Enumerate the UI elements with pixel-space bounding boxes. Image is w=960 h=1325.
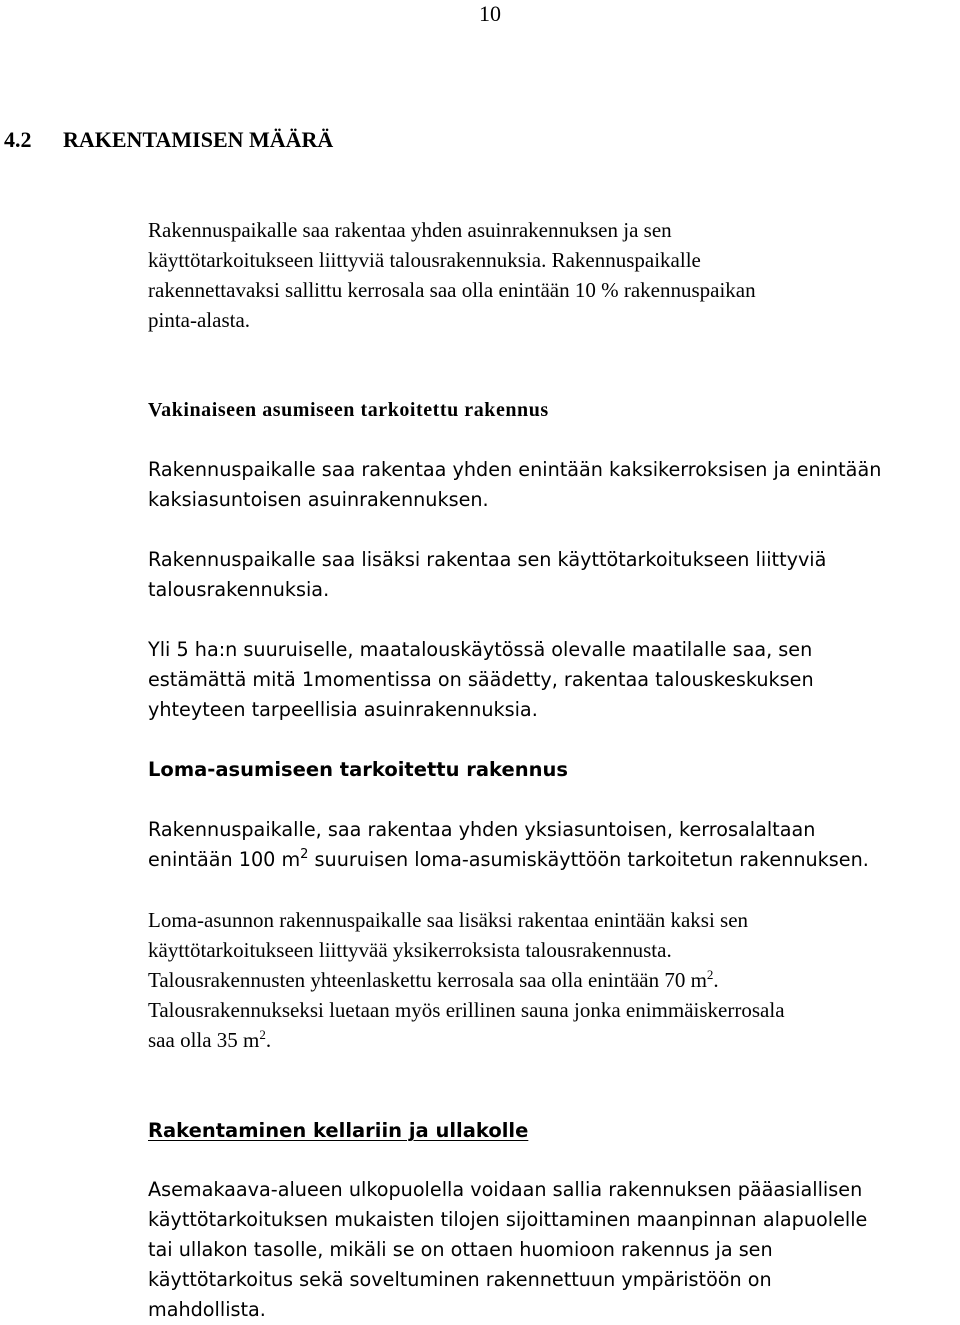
paragraph-line: käyttötarkoitukseen liittyvää yksikerroksista talousrakennusta. xyxy=(148,938,672,962)
superscript: 2 xyxy=(300,847,309,862)
text-fragment: enintään 100 m xyxy=(148,848,301,871)
paragraph-line: yhteyteen tarpeellisia asuinrakennuksia. xyxy=(148,698,538,721)
superscript: 2 xyxy=(706,967,714,982)
paragraph-line: kaksiasuntoisen asuinrakennuksen. xyxy=(148,488,489,511)
cellar-heading: Rakentaminen kellariin ja ullakolle xyxy=(148,1119,529,1142)
section-title: RAKENTAMISEN MÄÄRÄ xyxy=(63,127,334,152)
paragraph-line: Rakennuspaikalle saa lisäksi rakentaa sen käyttötarkoitukseen liittyviä xyxy=(148,548,827,571)
paragraph-line: tai ullakon tasolle, mikäli se on ottaen huomioon rakennus ja sen xyxy=(148,1238,773,1261)
paragraph-line: käyttötarkoituksen mukaisten tilojen sijoittaminen maanpinnan alapuolelle xyxy=(148,1208,868,1231)
intro-line: rakennettavaksi sallittu kerrosala saa olla enintään 10 % rakennuspaikan xyxy=(148,278,756,302)
text-fragment: . xyxy=(713,968,719,992)
paragraph-line: estämättä mitä 1momentissa on säädetty, rakentaa talouskeskuksen xyxy=(148,668,814,691)
paragraph-line: Rakennuspaikalle saa rakentaa yhden enintään kaksikerroksisen ja enintään xyxy=(148,458,882,481)
text-fragment: . xyxy=(265,1028,272,1052)
intro-line: pinta-alasta. xyxy=(148,308,251,332)
superscript: 2 xyxy=(259,1027,266,1042)
permanent-heading: Vakinaiseen asumiseen tarkoitettu rakennus xyxy=(148,399,549,421)
text-fragment: suuruisen loma-asumiskäyttöön tarkoitetun rakennuksen. xyxy=(308,848,869,871)
text-fragment: Talousrakennusten yhteenlaskettu kerrosala saa olla enintään 70 m xyxy=(148,968,707,992)
paragraph-line xyxy=(148,1025,960,1055)
paragraph-line: käyttötarkoitus sekä soveltuminen rakennettuun ympäristöön on xyxy=(148,1268,772,1291)
paragraph-line: talousrakennuksia. xyxy=(148,578,330,601)
paragraph-line xyxy=(148,845,960,875)
section-heading xyxy=(4,126,333,154)
permanent-paragraph-2 xyxy=(148,545,960,605)
paragraph-line xyxy=(148,965,960,995)
holiday-paragraph-2 xyxy=(148,905,960,1055)
paragraph-line: mahdollista. xyxy=(148,1298,266,1321)
holiday-paragraph-1 xyxy=(148,815,960,875)
page-number: 10 xyxy=(479,1,501,26)
paragraph-line: Asemakaava-alueen ulkopuolella voidaan sallia rakennuksen pääasiallisen xyxy=(148,1178,863,1201)
permanent-paragraph-3 xyxy=(148,635,960,725)
holiday-heading: Loma-asumiseen tarkoitettu rakennus xyxy=(148,758,568,781)
cellar-paragraph xyxy=(148,1175,960,1325)
paragraph-line: Yli 5 ha:n suuruiselle, maatalouskäytössä olevalle maatilalle saa, sen xyxy=(148,638,813,661)
section-number: 4.2 xyxy=(4,127,32,152)
paragraph-line: Rakennuspaikalle, saa rakentaa yhden yksiasuntoisen, kerrosalaltaan xyxy=(148,818,816,841)
paragraph-line: Talousrakennukseksi luetaan myös erillinen sauna jonka enimmäiskerrosala xyxy=(148,998,785,1022)
intro-paragraph xyxy=(148,215,960,335)
intro-line: Rakennuspaikalle saa rakentaa yhden asuinrakennuksen ja sen xyxy=(148,218,672,242)
paragraph-line: Loma-asunnon rakennuspaikalle saa lisäksi rakentaa enintään kaksi sen xyxy=(148,908,749,932)
permanent-paragraph-1 xyxy=(148,455,960,515)
intro-line: käyttötarkoitukseen liittyviä talousrakennuksia. Rakennuspaikalle xyxy=(148,248,701,272)
text-fragment: saa olla 35 m xyxy=(148,1028,260,1052)
